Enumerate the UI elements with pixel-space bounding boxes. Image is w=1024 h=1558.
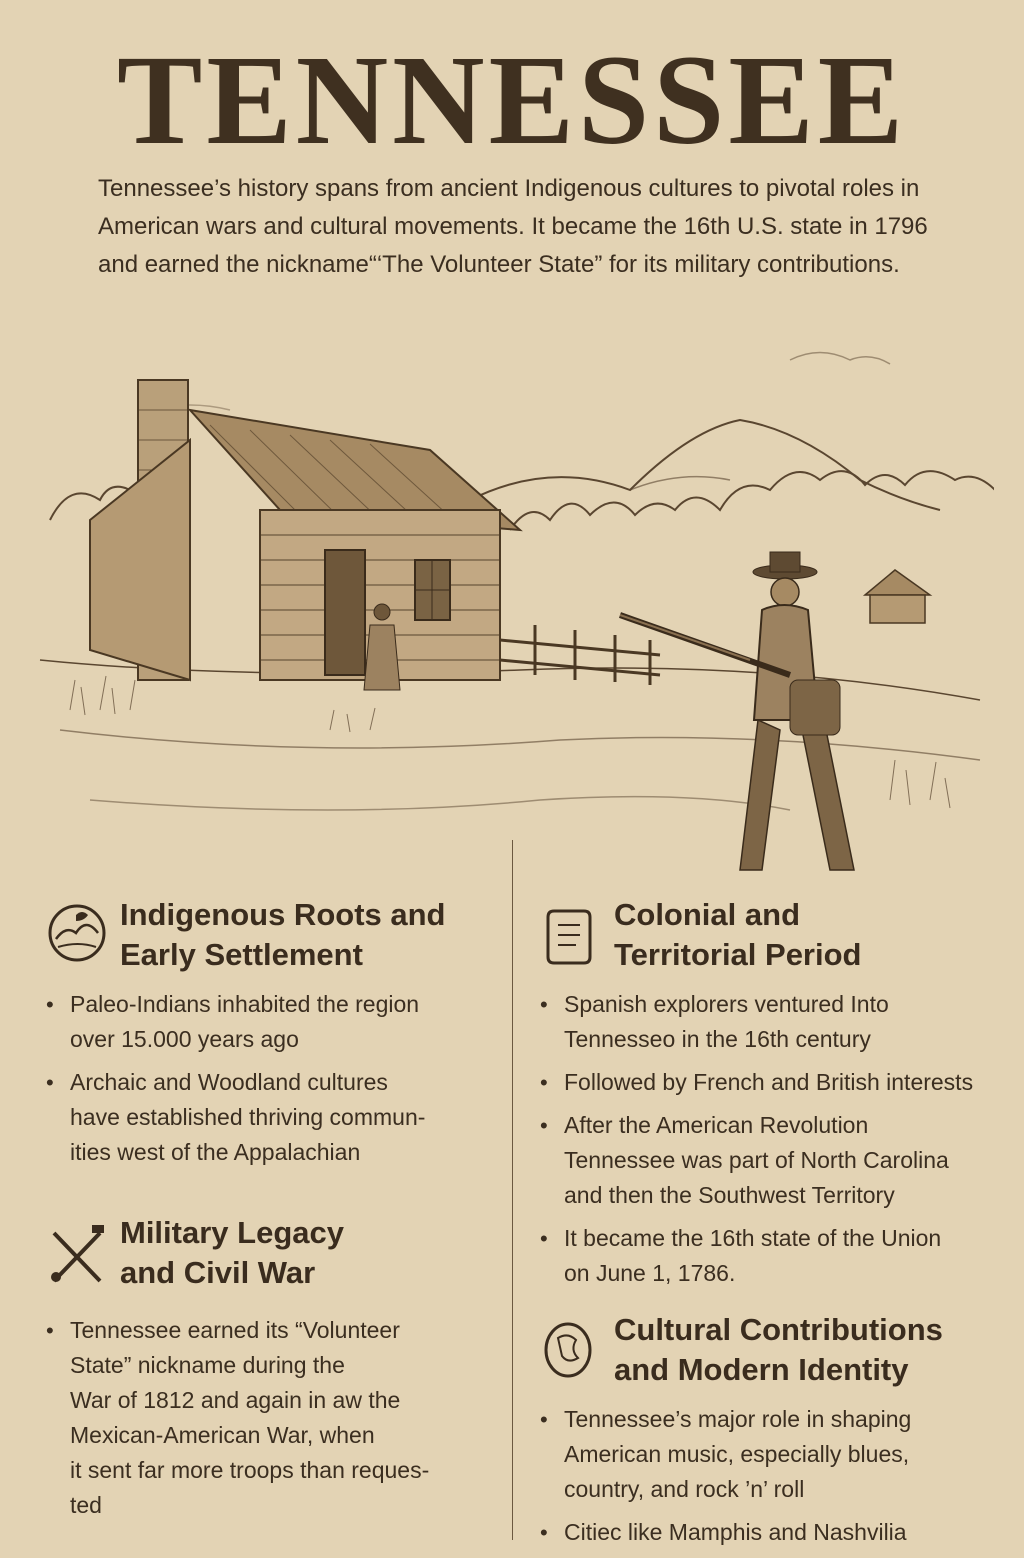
list-item: • Archaic and Woodland cultures have established thriving commun- ities west of the Appalachian — [46, 1065, 496, 1170]
section-military — [46, 1213, 496, 1531]
intro-paragraph: Tennessee’s history spans from ancient Indigenous cultures to pivotal roles in American wars and cultural movements. It became the 16th U.S. state in 1796 and earned the nickname“‘The Volunteer State” for its military contributions. — [98, 175, 928, 278]
section-title: Military Legacy and Civil War — [120, 1215, 344, 1290]
column-divider — [512, 840, 513, 1540]
landscape-medallion-icon — [46, 897, 108, 969]
section-title: Indigenous Roots and Early Settlement — [120, 897, 446, 972]
bullet-list — [46, 987, 496, 1170]
crossed-rifles-icon — [46, 1215, 108, 1287]
section-cultural — [540, 1310, 1010, 1558]
section-title: Cultural Contributions and Modern Identity — [614, 1312, 943, 1387]
section-title: Colonial and Territorial Period — [614, 897, 862, 972]
list-item: • Citiec like Mamphis and Nashvilia — [540, 1515, 1010, 1550]
list-item: • Tennessee’s major role in shaping American music, especially blues, country, and rock ’n’ roll — [540, 1402, 1010, 1507]
bullet-list — [540, 1402, 1010, 1550]
scroll-icon — [540, 897, 602, 969]
list-item: • Spanish explorers ventured Into Tennesseo in the 16th century — [540, 987, 1010, 1057]
list-item: • It became the 16th state of the Union on June 1, 1786. — [540, 1221, 1010, 1291]
bullet-list — [540, 987, 1010, 1291]
section-indigenous — [46, 895, 496, 1178]
page-title: TENNESSEE — [116, 29, 908, 171]
list-item: • Paleo-Indians inhabited the region over 15.000 years ago — [46, 987, 496, 1057]
globe-medallion-icon — [540, 1312, 602, 1384]
section-colonial — [540, 895, 1010, 1299]
list-item: • After the American Revolution Tennessee was part of North Carolina and then the Southwest Territory — [540, 1108, 1010, 1213]
list-item: • Followed by French and British interests — [540, 1065, 1010, 1100]
log-cabin-illustration — [30, 330, 994, 890]
list-item: • Tennessee earned its “Volunteer State” nickname during the War of 1812 and again in aw the Mexican-American War, when it sent far more troops than reques- ted — [46, 1313, 496, 1523]
bullet-list — [46, 1313, 496, 1523]
